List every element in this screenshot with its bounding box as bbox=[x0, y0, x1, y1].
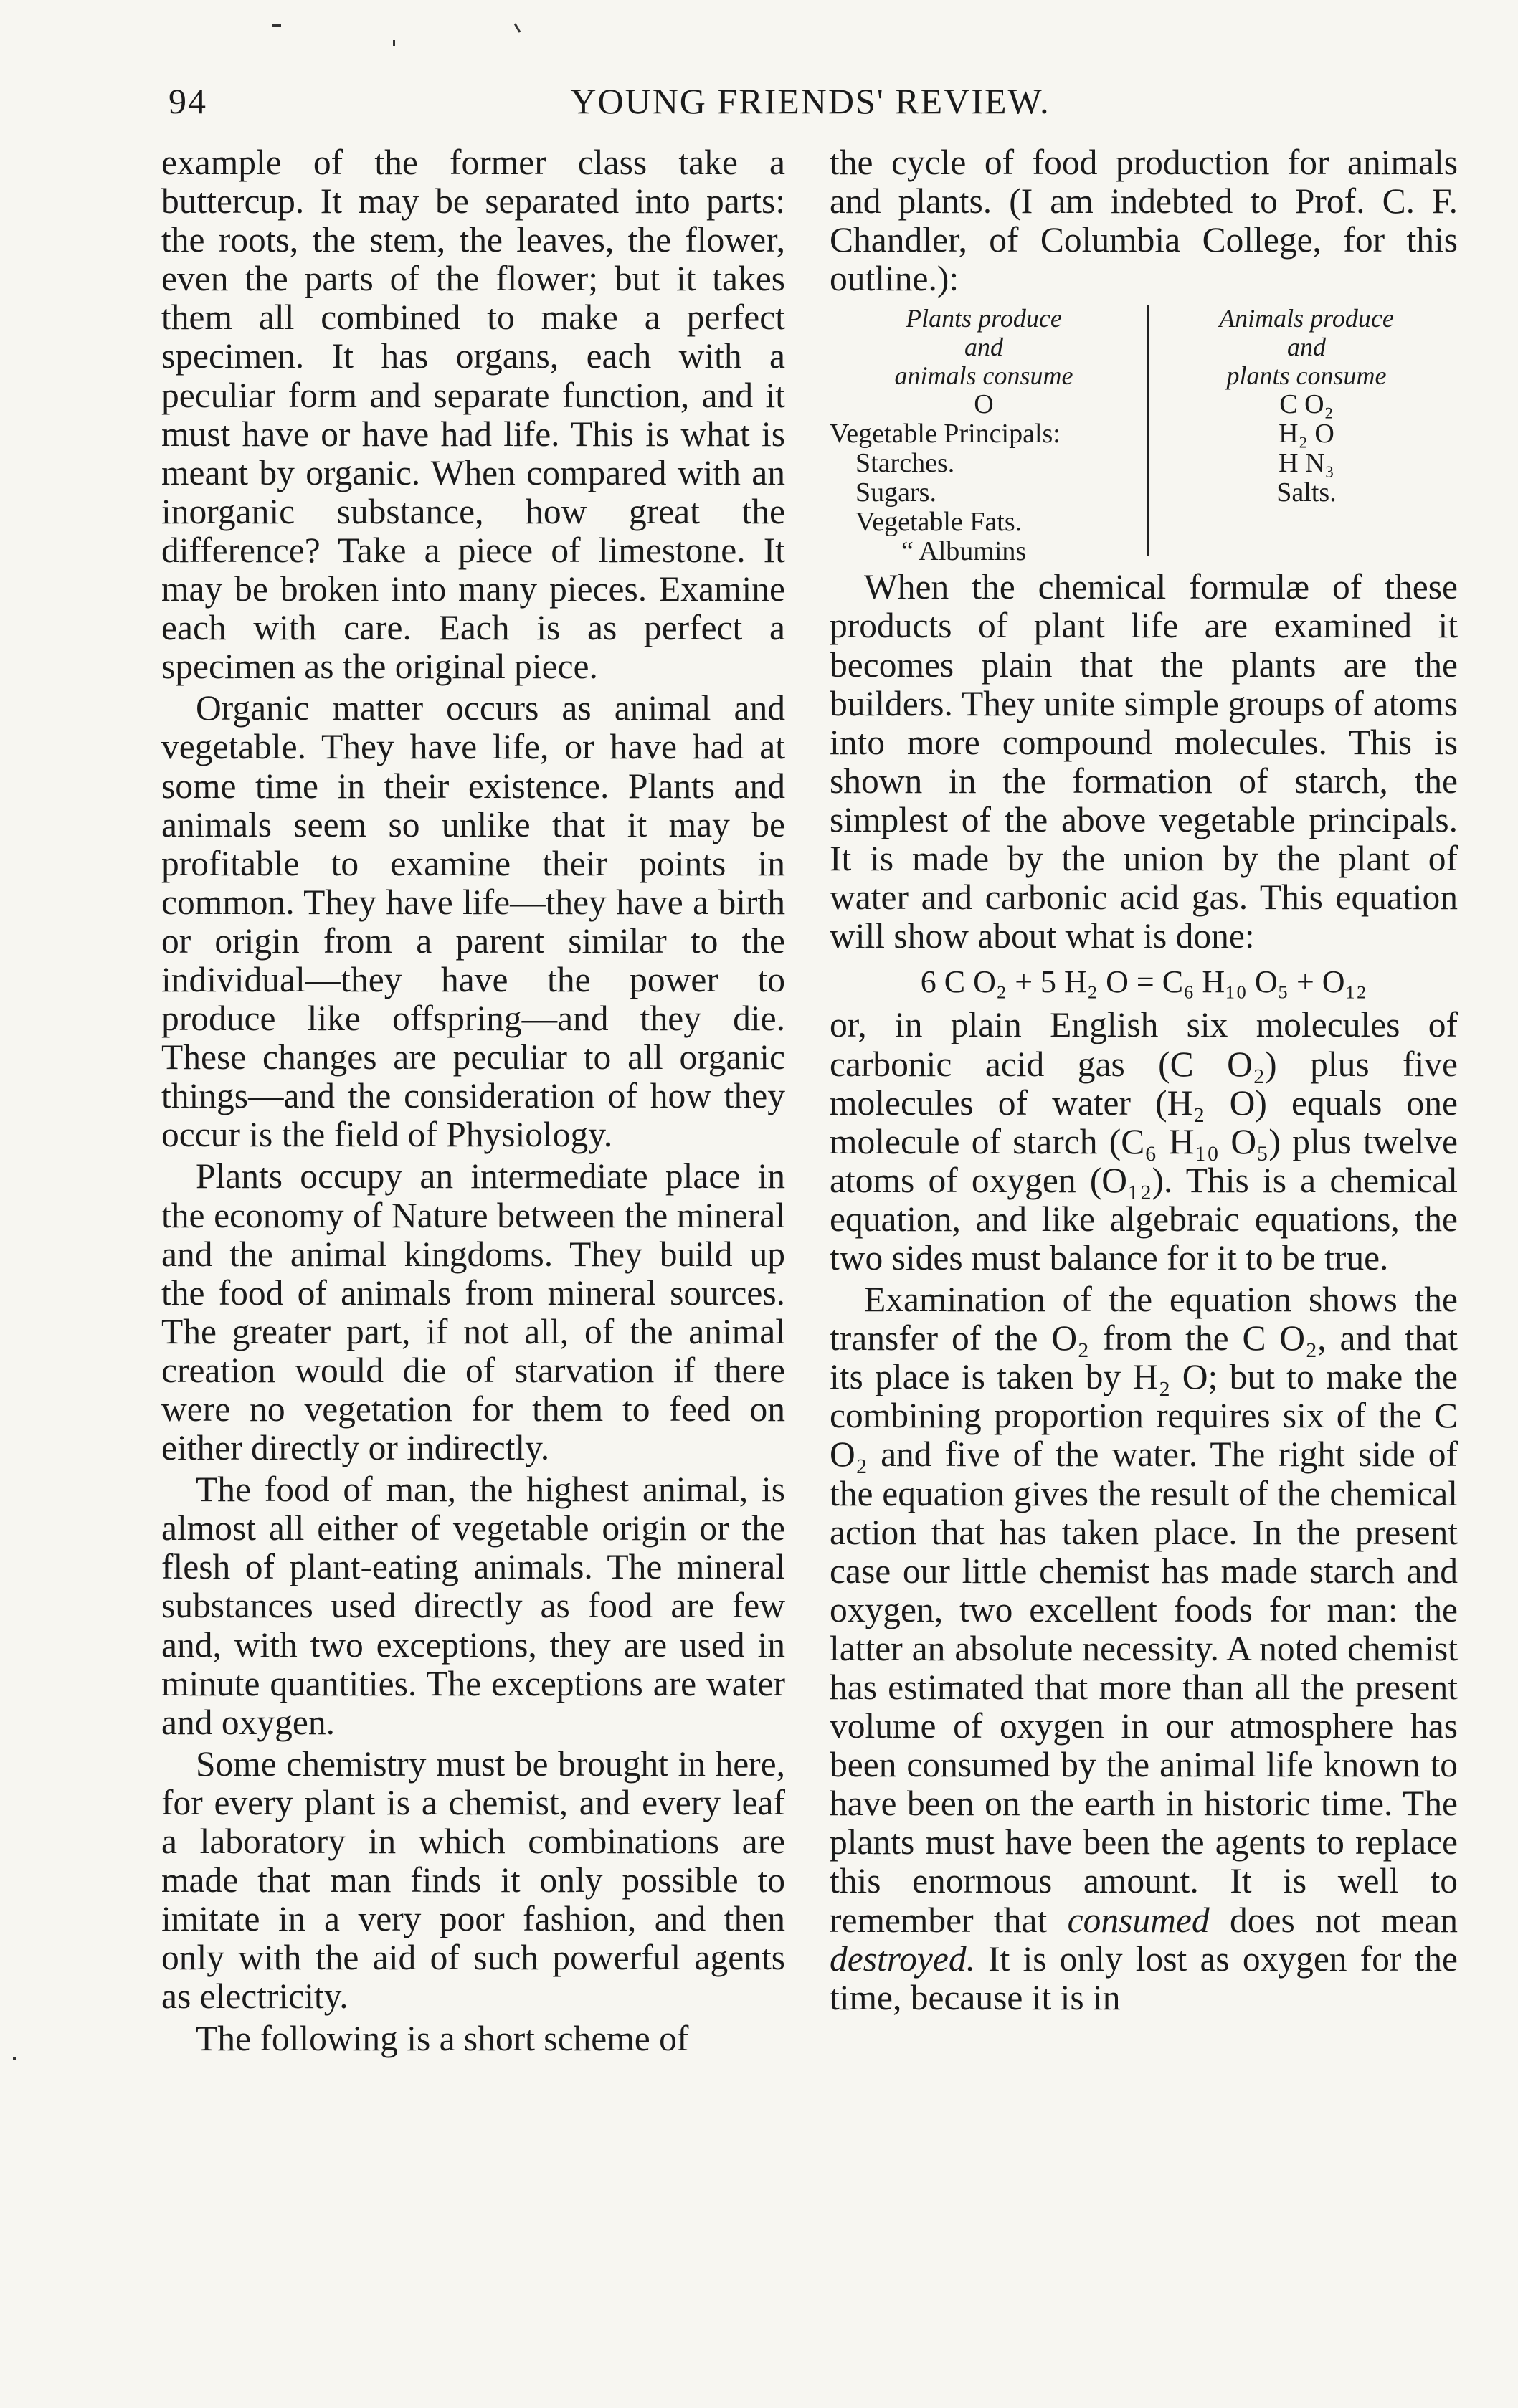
paragraph: the cycle of food production for animals and plants. (I am indebted to Prof. C. F. Chandler, of Columbia College, for this outline.): bbox=[830, 143, 1458, 299]
paragraph-text: Examination of the equation shows the transfer of the O₂ from the C O₂, and that its place is taken by H₂ O; but to make the combining proportion requires six of the C O₂ and five of the water. The right side of the equation gives the result of the chemical action that has taken place. In the present case our little chemist has made starch and oxygen, two excellent foods for man: the latter an absolute necessity. A noted chemist has estimated that more than all the present volume of oxygen in our atmosphere has been consumed by the animal life known to have been on the earth in historic time. The plants must have been the agents to replace this enormous amount. It is well to remember that bbox=[830, 1280, 1458, 1940]
scheme-item: Salts. bbox=[1276, 477, 1337, 508]
paragraph: The following is a short scheme of bbox=[196, 2018, 689, 2058]
paragraph: or, in plain English six molecules of carbonic acid gas (C O₂) plus five molecules of water (H₂ O) equals one molecule of starch (C₆ H₁₀ O₅) plus twelve atoms of oxygen (O₁₂). This is a chemical equation, and like algebraic equations, the two sides must balance for it to be true. bbox=[830, 1005, 1458, 1277]
chemical-equation: 6 C O₂ + 5 H₂ O = C₆ H₁₀ O₅ + O₁₂ bbox=[920, 964, 1367, 1000]
scan-speck bbox=[514, 23, 521, 33]
paragraph bbox=[830, 1280, 1458, 2017]
scheme-item: O bbox=[974, 389, 994, 420]
paragraph-text: It is only lost as oxygen for the time, because it is in bbox=[830, 1938, 1458, 2017]
scan-speck bbox=[393, 40, 395, 46]
scheme-heading: and bbox=[1287, 333, 1326, 362]
scheme-heading: Animals produce bbox=[1219, 304, 1394, 333]
left-column bbox=[161, 143, 785, 2058]
scheme-animals-produce bbox=[1156, 304, 1457, 508]
paragraph: example of the former class take a buttercup. It may be separated into parts: the roots, the stem, the leaves, the flower, even the parts of the flower; but it takes them all combined to make a perfect specimen. It has organs, each with a peculiar form and separate function, and it must have or have had life. This is what is meant by organic. When compared with an inorganic substance, how great the difference? Take a piece of limestone. It may be broken into many pieces. Examine each with care. Each is as perfect a specimen as the original piece. bbox=[161, 143, 785, 687]
food-cycle-scheme bbox=[830, 304, 1458, 567]
paragraph: Some chemistry must be brought in here, for every plant is a chemist, and every leaf a laboratory in which combinations are made that man finds it only possible to imitate in a very poor fashion, and then only with the aid of such powerful agents as electricity. bbox=[161, 1743, 785, 2017]
paragraph-text: does not mean bbox=[1230, 1900, 1458, 1940]
paragraph: The food of man, the highest animal, is almost all either of vegetable origin or the flesh of plant-eating animals. The mineral substances used directly as food are few and, with two exceptions, they are used in minute quantities. The exceptions are water and oxygen. bbox=[161, 1470, 785, 1742]
page-header bbox=[161, 80, 1459, 130]
paragraph: When the chemical formulæ of these products of plant life are examined it becomes plain that the plants are the builders. They unite simple groups of atoms into more compound molecules. This is shown in the formation of starch, the simplest of the above vegetable principals. It is made by the union by the plant of water and carbonic acid gas. This equation will show about what is done: bbox=[830, 567, 1458, 956]
scheme-heading: Plants produce bbox=[906, 304, 1062, 333]
journal-title: YOUNG FRIENDS' REVIEW. bbox=[570, 81, 1050, 121]
right-column bbox=[830, 143, 1458, 2017]
scheme-item: C O₂ bbox=[1279, 389, 1334, 420]
scheme-plants-produce bbox=[830, 304, 1138, 566]
scheme-item: “ Albumins bbox=[901, 536, 1027, 567]
scheme-item: H N₃ bbox=[1279, 448, 1334, 479]
scheme-item: Sugars. bbox=[855, 477, 936, 508]
scheme-item: H₂ O bbox=[1279, 419, 1334, 449]
scheme-item: Vegetable Principals: bbox=[830, 419, 1061, 449]
paragraph: Organic matter occurs as animal and vegetable. They have life, or have had at some time in their existence. Plants and animals seem so unlike that it may be profitable to examine their points in common. They have life—they have a birth or origin from a parent similar to the individual—they have the power to produce like offspring—and they die. These changes are peculiar to all organic things—and the consideration of how they occur is the field of Physiology. bbox=[161, 688, 785, 1155]
scheme-item: Starches. bbox=[855, 448, 955, 479]
scheme-item: Vegetable Fats. bbox=[855, 507, 1023, 538]
scheme-divider bbox=[1147, 305, 1149, 556]
scheme-heading: and bbox=[964, 333, 1003, 362]
italic-word: destroyed. bbox=[830, 1938, 975, 1979]
scan-speck bbox=[272, 24, 281, 27]
scheme-heading: plants consume bbox=[1226, 361, 1387, 391]
italic-word: consumed bbox=[1067, 1900, 1210, 1940]
scheme-heading: animals consume bbox=[894, 361, 1073, 391]
scan-speck bbox=[13, 2057, 16, 2060]
paragraph: Plants occupy an intermediate place in the economy of Nature between the mineral and the animal kingdoms. They build up the food of animals from mineral sources. The greater part, if not all, of the animal creation would die of starvation if there were no vegetation for them to feed on either directly or indirectly. bbox=[161, 1156, 785, 1468]
page-number: 94 bbox=[169, 81, 207, 121]
